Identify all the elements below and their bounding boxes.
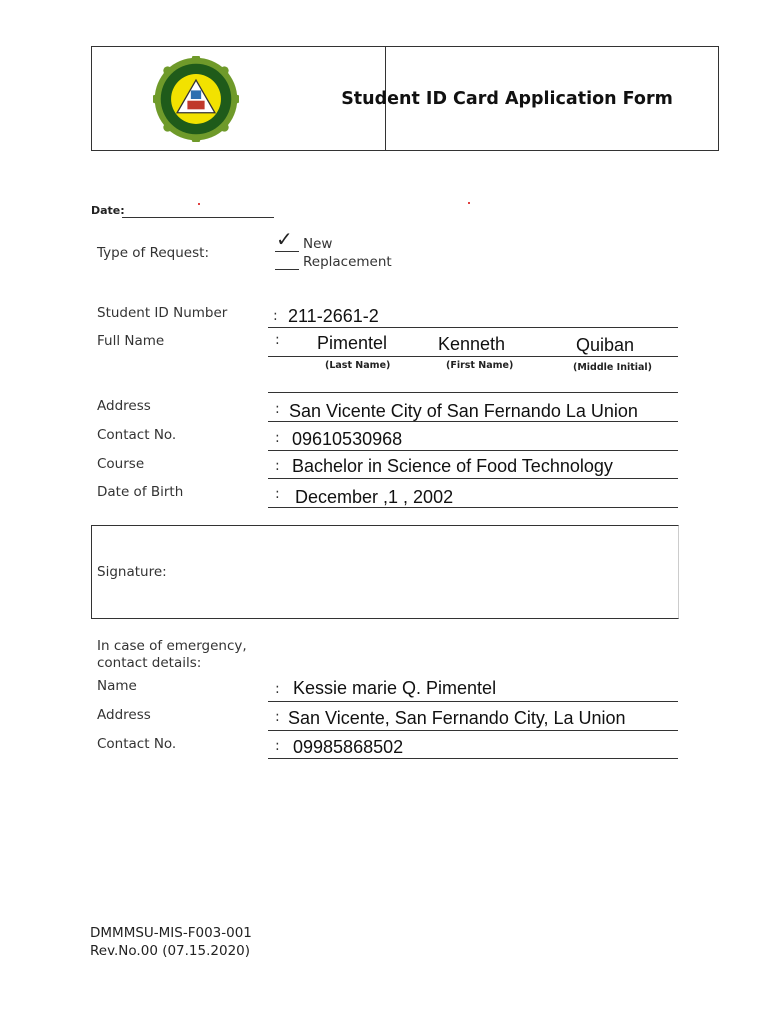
- emergency-address-label: Address: [97, 707, 151, 723]
- emergency-contact-value[interactable]: 09985868502: [293, 737, 404, 757]
- first-name-value[interactable]: Kenneth: [438, 334, 506, 354]
- dob-value[interactable]: December ,1 , 2002: [295, 487, 454, 507]
- emergency-contact-label: Contact No.: [97, 736, 177, 752]
- replacement-checkbox-line[interactable]: [275, 269, 299, 270]
- last-name-value[interactable]: Pimentel: [317, 333, 388, 353]
- option-replacement-label: Replacement: [303, 254, 392, 270]
- colon: :: [275, 681, 280, 697]
- form-header: [91, 46, 719, 151]
- address-label: Address: [97, 398, 151, 414]
- contact-line: [268, 450, 678, 451]
- date-label: Date:: [91, 204, 125, 217]
- emergency-contact-line: [268, 758, 678, 759]
- first-name-caption: (First Name): [446, 360, 514, 371]
- signature-label: Signature:: [97, 564, 167, 580]
- last-name-caption: (Last Name): [325, 360, 391, 371]
- dob-label: Date of Birth: [97, 484, 184, 500]
- course-line: [268, 478, 678, 479]
- colon: :: [275, 486, 280, 502]
- check-mark-icon: ✓: [276, 227, 293, 251]
- signature-box[interactable]: [91, 525, 679, 619]
- emergency-address-line: [268, 730, 678, 731]
- full-name-line: [268, 356, 678, 357]
- separator-line: [268, 392, 678, 393]
- middle-name-value[interactable]: Quiban: [576, 335, 635, 355]
- address-value[interactable]: San Vicente City of San Fernando La Union: [289, 401, 638, 421]
- contact-label: Contact No.: [97, 427, 177, 443]
- colon: :: [273, 308, 278, 324]
- student-id-label: Student ID Number: [97, 305, 228, 321]
- colon: :: [275, 401, 280, 417]
- course-value[interactable]: Bachelor in Science of Food Technology: [292, 456, 613, 476]
- middle-name-caption: (Middle Initial): [573, 362, 653, 373]
- option-new-label: New: [303, 236, 333, 252]
- colon: :: [275, 458, 280, 474]
- emergency-name-label: Name: [97, 678, 137, 694]
- new-checkbox-line[interactable]: [275, 251, 299, 252]
- stray-mark: [468, 202, 470, 204]
- emergency-address-value[interactable]: San Vicente, San Fernando City, La Union: [288, 708, 626, 728]
- dob-line: [268, 507, 678, 508]
- request-type-label: Type of Request:: [97, 245, 209, 261]
- emergency-name-line: [268, 701, 678, 702]
- emergency-heading-line1: In case of emergency,: [97, 638, 247, 654]
- university-seal-icon: [153, 56, 239, 142]
- student-id-value[interactable]: 211-2661-2: [288, 306, 379, 326]
- emergency-name-value[interactable]: Kessie marie Q. Pimentel: [293, 678, 497, 698]
- colon: :: [275, 332, 280, 348]
- course-label: Course: [97, 456, 145, 472]
- form-title: Student ID Card Application Form: [341, 88, 673, 109]
- address-line: [268, 421, 678, 422]
- emergency-heading-line2: contact details:: [97, 655, 202, 671]
- form-revision: Rev.No.00 (07.15.2020): [90, 943, 251, 959]
- colon: :: [275, 709, 280, 725]
- form-code: DMMMSU-MIS-F003-001: [90, 925, 252, 941]
- colon: :: [275, 738, 280, 754]
- date-field[interactable]: [122, 217, 274, 218]
- stray-mark: [198, 203, 200, 205]
- full-name-label: Full Name: [97, 333, 165, 349]
- student-id-line: [268, 327, 678, 328]
- colon: :: [275, 430, 280, 446]
- contact-value[interactable]: 09610530968: [292, 429, 403, 449]
